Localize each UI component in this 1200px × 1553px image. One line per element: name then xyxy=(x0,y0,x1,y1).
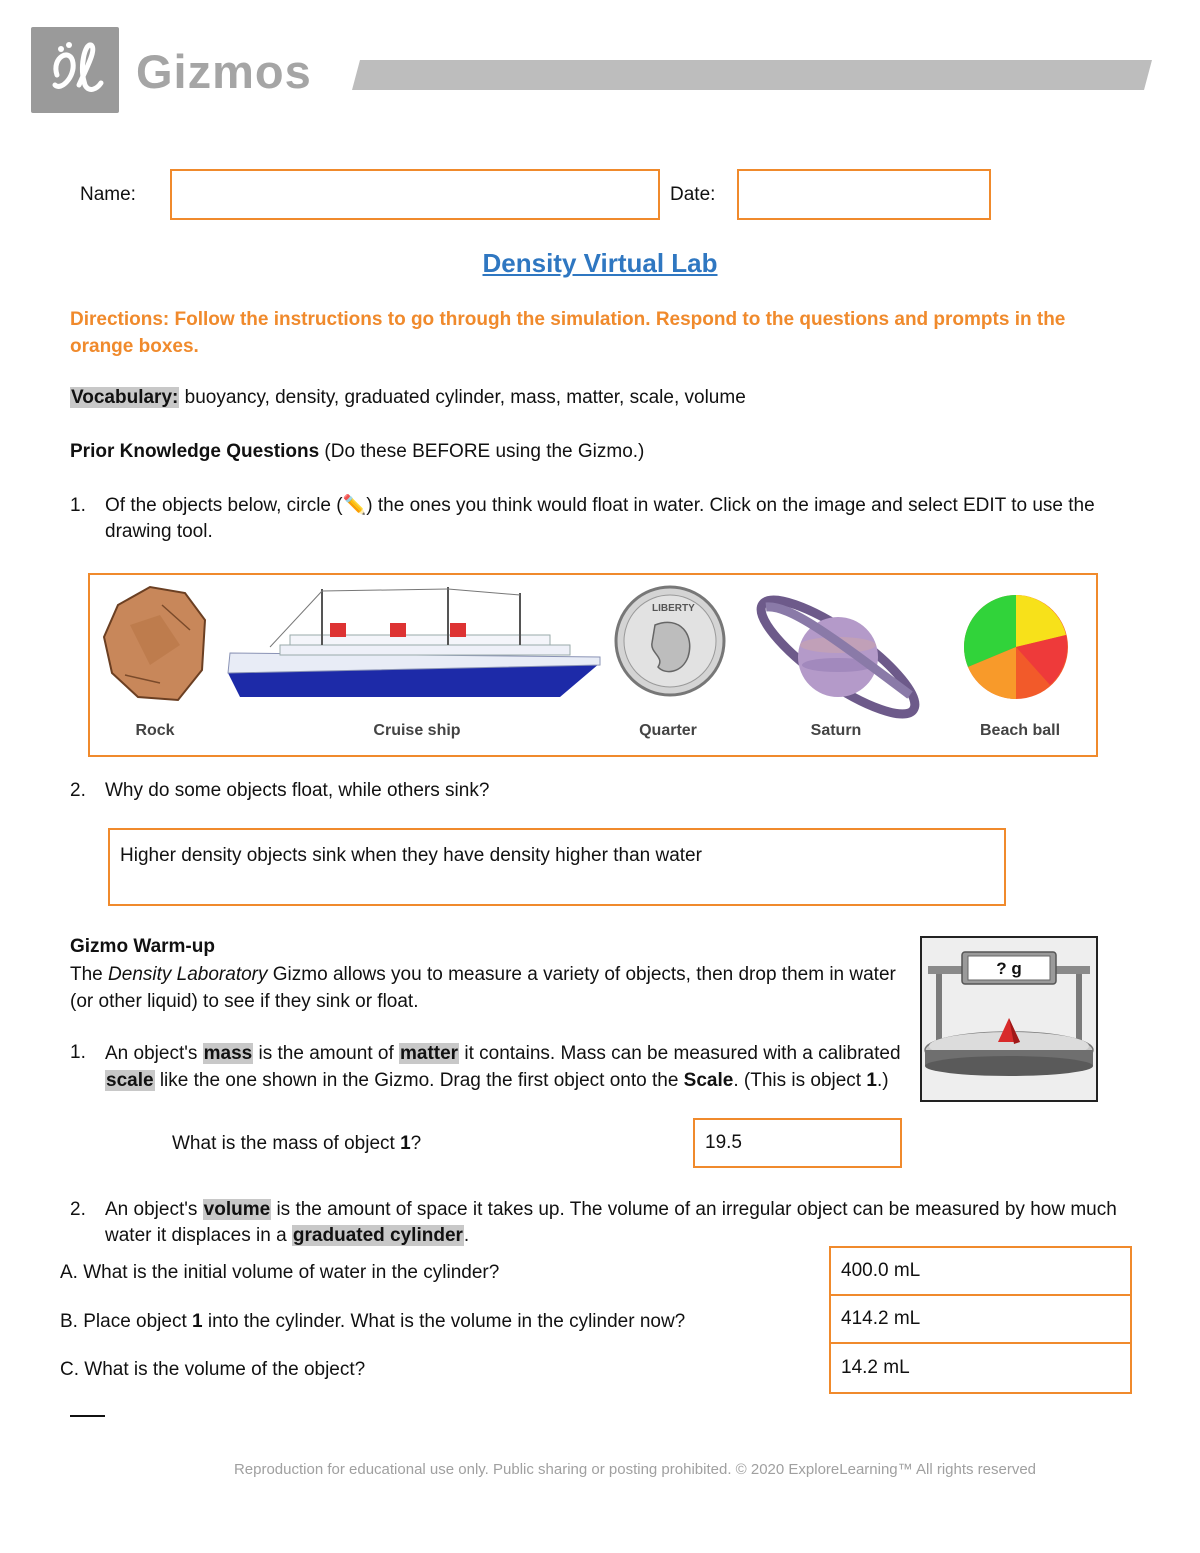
cruise-ship-image xyxy=(228,587,600,697)
directions: Directions: Follow the instructions to go through the simulation. Respond to the questions and prompts in the orange boxes. xyxy=(70,309,1066,357)
objects-illustration xyxy=(90,575,1095,754)
term-volume: volume xyxy=(203,1199,271,1220)
warmup-intro-italic: Density Laboratory xyxy=(108,964,268,985)
question-2c-text: C. What is the volume of the object? xyxy=(60,1359,366,1380)
text-fragment: . (This is object xyxy=(733,1070,867,1091)
question-number: 1. xyxy=(70,495,86,516)
prior-knowledge-heading xyxy=(70,441,644,463)
warmup-question-1-text xyxy=(105,1040,913,1094)
term-scale: scale xyxy=(106,1070,154,1091)
brand-name: Gizmos xyxy=(136,45,312,98)
pencil-icon: ✏️ xyxy=(342,495,367,516)
text-fragment: is the amount of space it takes up. The volume of an irregular object can be measured by how much water it displaces in a xyxy=(105,1199,1117,1246)
text-fragment: like the one shown in the Gizmo. Drag the first object onto the xyxy=(154,1070,684,1091)
text-fragment: . xyxy=(463,1225,470,1246)
term-matter: matter xyxy=(400,1043,459,1064)
term-mass: mass xyxy=(203,1043,253,1064)
warmup-question-2-text xyxy=(105,1197,1135,1249)
answer-object-volume: 14.2 mL xyxy=(841,1357,910,1378)
answer-field-new-volume[interactable] xyxy=(829,1294,1132,1344)
question-2-text: Why do some objects float, while others sink? xyxy=(105,780,490,801)
question-1-text xyxy=(105,493,1135,545)
object-number: 1 xyxy=(866,1070,877,1091)
q1-text-after: ) the ones you think would float in water. Click on the image and select EDIT to use the drawing tool. xyxy=(105,495,1095,542)
text-fragment: .) xyxy=(876,1070,889,1091)
explorelearning-logo-icon xyxy=(31,27,119,113)
mass-question xyxy=(172,1133,421,1155)
prior-heading: Prior Knowledge Questions xyxy=(70,441,320,462)
answer-mass-value: 19.5 xyxy=(705,1132,742,1153)
answer-q2-value: Higher density objects sink when they have density higher than water xyxy=(120,845,702,866)
footer: Reproduction for educational use only. Public sharing or posting prohibited. © 2020 ExploreLearning™ All rights reserved xyxy=(233,1461,1037,1478)
date-label: Date: xyxy=(670,184,716,205)
text-fragment: What is the mass of object xyxy=(172,1133,401,1154)
objects-image[interactable] xyxy=(88,573,1098,757)
answer-initial-volume: 400.0 mL xyxy=(841,1260,921,1281)
vocabulary xyxy=(70,387,746,409)
object-number: 1 xyxy=(192,1311,203,1332)
prior-note: (Do these BEFORE using the Gizmo.) xyxy=(319,441,645,462)
name-label: Name: xyxy=(80,184,136,205)
warmup-intro-rest: Gizmo allows you to measure a variety of objects, then drop them in water (or other liquid) to see if they sink or float. xyxy=(70,964,896,1012)
scale-bold: Scale xyxy=(683,1070,734,1091)
text-fragment: into the cylinder. What is the volume in the cylinder now? xyxy=(202,1311,686,1332)
text-fragment: An object's xyxy=(105,1043,203,1064)
q1-text-before: Of the objects below, circle ( xyxy=(105,495,343,516)
logo xyxy=(31,27,119,113)
question-2b-text xyxy=(60,1311,685,1333)
vocabulary-terms: buoyancy, density, graduated cylinder, mass, matter, scale, volume xyxy=(179,387,746,408)
scale-illustration xyxy=(922,938,1096,1100)
object-label-rock: Rock xyxy=(135,722,175,739)
question-number: 1. xyxy=(70,1042,86,1063)
vocabulary-label: Vocabulary: xyxy=(71,387,179,408)
object-label-quarter: Quarter xyxy=(639,722,697,739)
text-fragment: is the amount of xyxy=(253,1043,399,1064)
answer-new-volume: 414.2 mL xyxy=(841,1308,921,1329)
text-fragment: B. Place object xyxy=(60,1311,193,1332)
divider xyxy=(70,1415,105,1417)
beach-ball-image xyxy=(964,595,1068,699)
warmup-intro-the: The xyxy=(70,964,109,985)
quarter-image xyxy=(616,587,724,695)
question-number: 2. xyxy=(70,1199,86,1220)
page-title: Density Virtual Lab xyxy=(482,248,718,278)
gizmo-scale-image xyxy=(920,936,1098,1102)
object-number: 1 xyxy=(400,1133,411,1154)
answer-field-mass[interactable] xyxy=(693,1118,902,1168)
answer-field-object-volume[interactable] xyxy=(829,1342,1132,1394)
object-label-beach-ball: Beach ball xyxy=(979,722,1061,739)
name-field[interactable] xyxy=(170,169,660,220)
text-fragment: An object's xyxy=(105,1199,203,1220)
warmup-intro xyxy=(70,961,900,1015)
quarter-text: LIBERTY xyxy=(652,603,695,614)
text-fragment: it contains. Mass can be measured with a calibrated xyxy=(459,1043,901,1064)
text-fragment: ? xyxy=(410,1133,422,1154)
answer-field-initial-volume[interactable] xyxy=(829,1246,1132,1296)
saturn-image xyxy=(748,583,929,731)
question-number: 2. xyxy=(70,780,86,801)
object-label-saturn: Saturn xyxy=(810,722,862,739)
header-bar xyxy=(352,60,1152,90)
question-2a-text: A. What is the initial volume of water in the cylinder? xyxy=(60,1262,500,1283)
term-graduated-cylinder: graduated cylinder xyxy=(292,1225,463,1246)
date-field[interactable] xyxy=(737,169,991,220)
object-label-cruise-ship: Cruise ship xyxy=(373,722,461,739)
rock-image xyxy=(104,587,205,700)
scale-display: ? g xyxy=(996,959,1022,978)
warmup-heading: Gizmo Warm-up xyxy=(70,936,215,957)
answer-field-q2[interactable] xyxy=(108,828,1006,906)
